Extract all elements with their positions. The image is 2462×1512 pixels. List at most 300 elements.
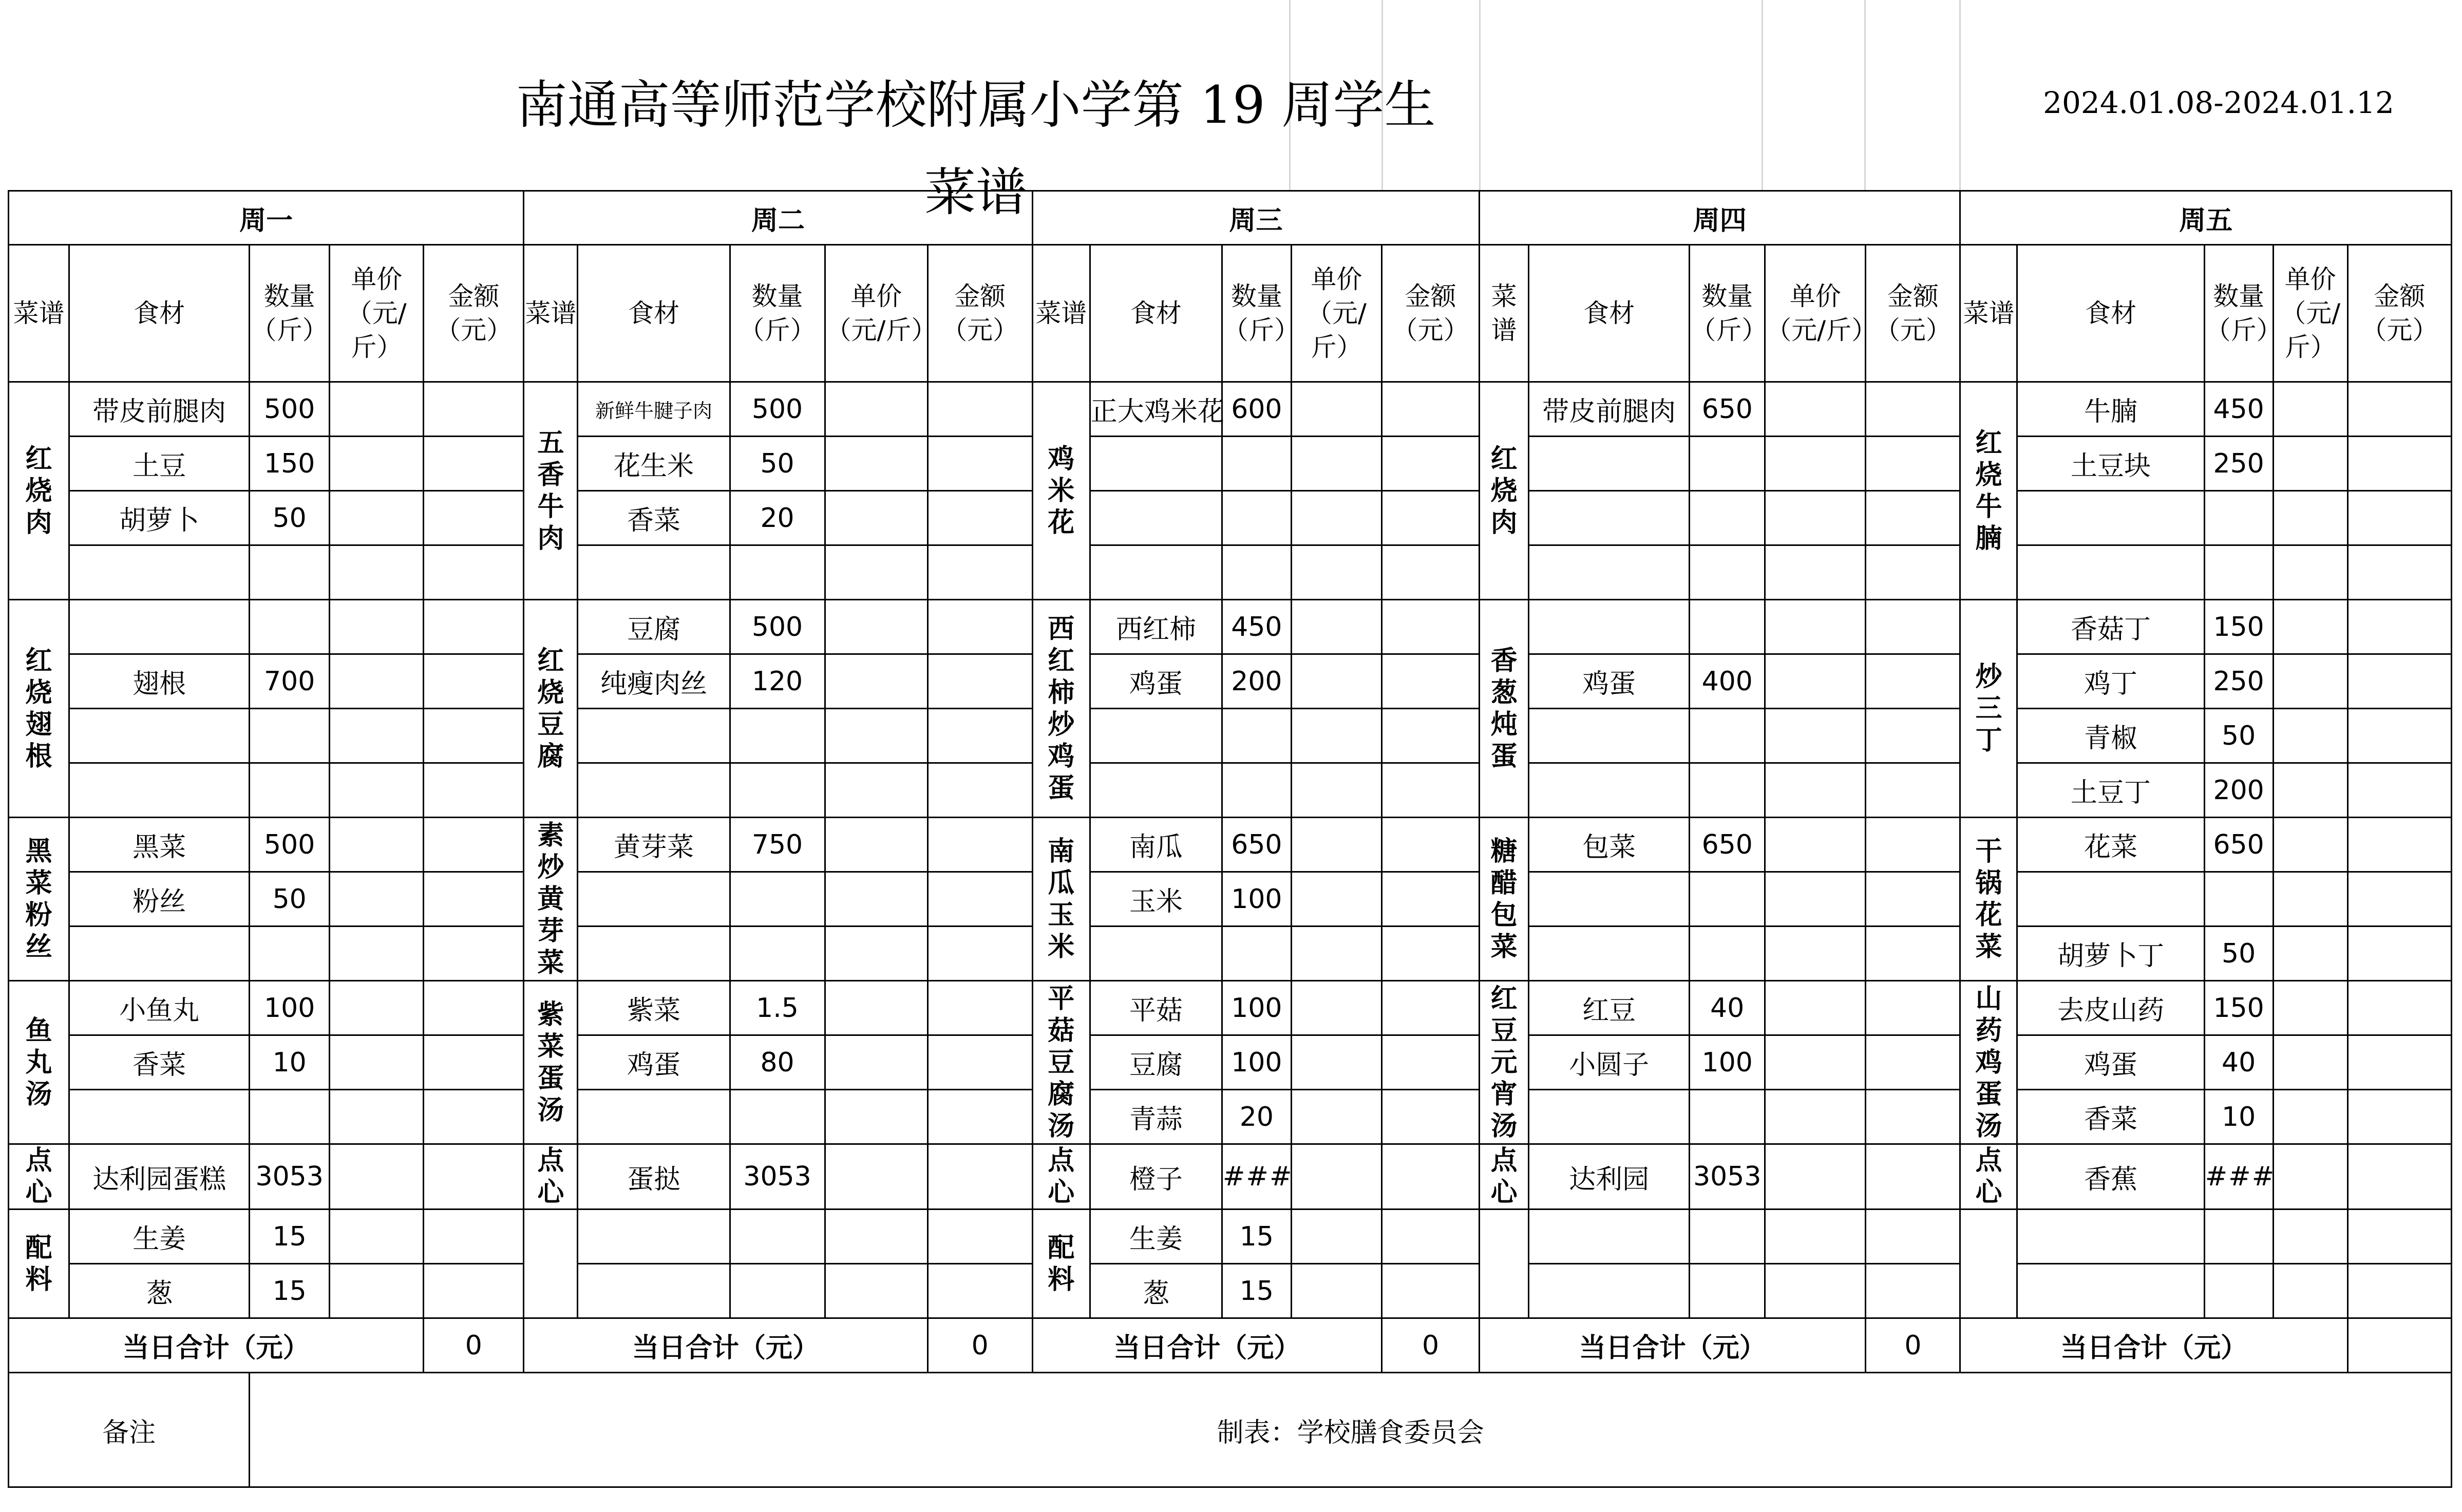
unit-price-cell [1291,818,1381,872]
ingredient-cell [1529,927,1690,981]
ingredient-cell: 香菇丁 [2017,600,2204,654]
ingredient-cell: 花菜 [2017,818,2204,872]
amount-cell [1866,600,1960,654]
quantity-cell: 15 [250,1264,330,1318]
col-header-quantity: 数量（斤） [250,245,330,382]
quantity-cell [730,872,825,927]
ingredient-cell [69,545,250,600]
dish-name-thu [1480,382,1529,600]
ingredient-cell: 花生米 [578,437,730,491]
quantity-cell [1690,1264,1765,1318]
amount-cell [424,818,524,872]
ingredient-cell [578,927,730,981]
ingredient-cell [2017,1209,2204,1264]
ingredient-cell [69,600,250,654]
ingredient-cell: 香菜 [578,491,730,545]
dish-name-mon [9,981,69,1144]
amount-cell [424,437,524,491]
unit-price-cell [1291,981,1381,1035]
amount-cell [1866,763,1960,818]
ingredient-cell [69,709,250,763]
quantity-cell [1690,491,1765,545]
amount-cell [1866,1144,1960,1209]
amount-cell [424,981,524,1035]
quantity-cell [730,927,825,981]
ingredient-cell: 黄芽菜 [578,818,730,872]
ingredient-cell [1529,1090,1690,1144]
ingredient-cell: 土豆丁 [2017,763,2204,818]
ingredient-cell [578,545,730,600]
amount-cell [424,382,524,437]
quantity-cell [250,545,330,600]
dish-name-text: 鱼丸汤 [25,1015,52,1110]
amount-cell [927,763,1032,818]
quantity-cell: 10 [2204,1090,2273,1144]
ingredient-cell [2017,545,2204,600]
unit-price-cell [1291,654,1381,709]
dish-name-text: 红豆元宵汤 [1490,983,1518,1142]
ingredient-cell [1529,709,1690,763]
unit-price-cell [330,709,424,763]
quantity-cell: ### [1222,1144,1291,1209]
quantity-cell: 50 [2204,927,2273,981]
amount-cell [1381,491,1479,545]
quantity-cell: 250 [2204,654,2273,709]
unit-price-cell [825,1144,927,1209]
quantity-cell [730,1209,825,1264]
col-header-ingredient: 食材 [578,245,730,382]
dish-name-tue [524,382,578,600]
page-title: 南通高等师范学校附属小学第 19 周学生菜谱 [516,75,1436,222]
dish-name-text: 红烧肉 [25,443,52,538]
unit-price-cell [330,437,424,491]
unit-price-cell [330,981,424,1035]
amount-cell [2347,1264,2451,1318]
ingredient-cell: 豆腐 [1090,1035,1222,1090]
amount-cell [2347,818,2451,872]
quantity-cell: 1.5 [730,981,825,1035]
ingredient-cell [1529,600,1690,654]
ingredient-cell: 橙子 [1090,1144,1222,1209]
amount-cell [424,1264,524,1318]
ingredient-cell: 土豆 [69,437,250,491]
amount-cell [1381,981,1479,1035]
ingredient-cell: 香菜 [2017,1090,2204,1144]
amount-cell [424,1035,524,1090]
ingredient-cell [1529,545,1690,600]
ingredient-cell: 粉丝 [69,872,250,927]
ingredient-cell [69,1090,250,1144]
quantity-cell [1690,927,1765,981]
ingredient-cell [1529,1264,1690,1318]
ingredient-cell: 葱 [69,1264,250,1318]
dish-name-mon [9,1144,69,1209]
ingredient-cell: 胡萝卜 [69,491,250,545]
unit-price-cell [825,491,927,545]
ingredient-cell: 紫菜 [578,981,730,1035]
daily-total-label-tue: 当日合计（元） [524,1318,927,1373]
daily-total-value-thu: 0 [1866,1318,1960,1373]
ingredient-cell [1529,437,1690,491]
col-header-amount: 金额（元） [927,245,1032,382]
quantity-cell: 500 [250,818,330,872]
ingredient-cell: 红豆 [1529,981,1690,1035]
dish-name-fri [1960,1209,2017,1318]
col-header-unit-price: 单价（元/斤） [1291,245,1381,382]
unit-price-cell [2273,818,2347,872]
ingredient-cell: 鸡蛋 [2017,1035,2204,1090]
unit-price-cell [330,1035,424,1090]
amount-cell [1381,600,1479,654]
unit-price-cell [1291,763,1381,818]
ingredient-cell: 鸡蛋 [1090,654,1222,709]
amount-cell [927,981,1032,1035]
amount-cell [1866,927,1960,981]
col-header-quantity: 数量（斤） [1222,245,1291,382]
unit-price-cell [330,927,424,981]
dish-name-text: 配料 [1048,1232,1075,1295]
dish-name-text: 素炒黄芽菜 [537,820,564,978]
quantity-cell: 750 [730,818,825,872]
quantity-cell: 700 [250,654,330,709]
unit-price-cell [2273,1264,2347,1318]
quantity-cell [730,763,825,818]
unit-price-cell [1291,545,1381,600]
unit-price-cell [330,545,424,600]
dish-name-text: 干锅花菜 [1975,836,2002,962]
amount-cell [424,545,524,600]
quantity-cell [730,1090,825,1144]
amount-cell [927,1264,1032,1318]
col-header-ingredient: 食材 [1529,245,1690,382]
quantity-cell [1690,1209,1765,1264]
ingredient-cell: 达利园蛋糕 [69,1144,250,1209]
ingredient-cell: 豆腐 [578,600,730,654]
dish-name-text: 紫菜蛋汤 [537,999,564,1126]
amount-cell [1866,654,1960,709]
dish-name-thu [1480,818,1529,981]
col-header-quantity: 数量（斤） [730,245,825,382]
amount-cell [424,491,524,545]
quantity-cell [2204,1209,2273,1264]
col-header-dish: 菜谱 [1032,245,1090,382]
dish-name-thu [1480,981,1529,1144]
ingredient-cell [578,1264,730,1318]
unit-price-cell [825,763,927,818]
col-header-amount: 金额（元） [424,245,524,382]
dish-name-text: 点心 [1490,1145,1518,1208]
quantity-cell [250,763,330,818]
unit-price-cell [2273,981,2347,1035]
quantity-cell: 100 [250,981,330,1035]
amount-cell [1866,437,1960,491]
ingredient-cell: 土豆块 [2017,437,2204,491]
amount-cell [927,600,1032,654]
quantity-cell: 100 [1222,1035,1291,1090]
amount-cell [1866,1035,1960,1090]
amount-cell [2347,600,2451,654]
unit-price-cell [2273,382,2347,437]
amount-cell [1381,437,1479,491]
amount-cell [927,872,1032,927]
dish-name-wed [1032,981,1090,1144]
dish-name-mon [9,818,69,981]
unit-price-cell [330,872,424,927]
quantity-cell: 500 [730,600,825,654]
unit-price-cell [825,1209,927,1264]
ingredient-cell [1090,491,1222,545]
amount-cell [2347,1090,2451,1144]
amount-cell [1866,872,1960,927]
quantity-cell: 50 [250,491,330,545]
ingredient-cell: 去皮山药 [2017,981,2204,1035]
quantity-cell: 650 [1222,818,1291,872]
ingredient-cell: 鸡蛋 [578,1035,730,1090]
ingredient-cell: 青椒 [2017,709,2204,763]
day-header-thu: 周四 [1480,191,1960,245]
col-header-ingredient: 食材 [2017,245,2204,382]
quantity-cell [1222,491,1291,545]
dish-name-wed [1032,818,1090,981]
dish-name-text: 平菇豆腐汤 [1048,983,1075,1142]
quantity-cell [1222,709,1291,763]
col-header-unit-price: 单价（元/斤） [330,245,424,382]
unit-price-cell [2273,1090,2347,1144]
ingredient-cell: 包菜 [1529,818,1690,872]
quantity-cell: 150 [2204,600,2273,654]
unit-price-cell [825,818,927,872]
amount-cell [2347,382,2451,437]
quantity-cell [250,709,330,763]
quantity-cell: 20 [1222,1090,1291,1144]
dish-name-text: 配料 [25,1232,52,1295]
unit-price-cell [1765,382,1866,437]
daily-total-label-fri: 当日合计（元） [1960,1318,2347,1373]
ingredient-cell [578,709,730,763]
dish-name-tue [524,1144,578,1209]
amount-cell [424,927,524,981]
amount-cell [927,927,1032,981]
unit-price-cell [1291,600,1381,654]
ingredient-cell [1529,1209,1690,1264]
amount-cell [1866,491,1960,545]
dish-name-tue [524,1209,578,1318]
ingredient-cell [1090,437,1222,491]
quantity-cell: 20 [730,491,825,545]
amount-cell [2347,927,2451,981]
dish-name-text: 红烧牛腩 [1975,427,2002,554]
amount-cell [1381,763,1479,818]
dish-name-fri [1960,981,2017,1144]
ingredient-cell: 达利园 [1529,1144,1690,1209]
dish-name-fri [1960,818,2017,981]
quantity-cell: 500 [250,382,330,437]
amount-cell [1381,545,1479,600]
unit-price-cell [825,437,927,491]
quantity-cell: ### [2204,1144,2273,1209]
col-header-amount: 金额（元） [1381,245,1479,382]
unit-price-cell [1765,763,1866,818]
dish-name-thu [1480,1209,1529,1318]
amount-cell [1866,981,1960,1035]
amount-cell [1381,709,1479,763]
unit-price-cell [2273,491,2347,545]
amount-cell [927,654,1032,709]
ingredient-cell: 生姜 [1090,1209,1222,1264]
ingredient-cell: 翅根 [69,654,250,709]
unit-price-cell [1291,491,1381,545]
unit-price-cell [2273,872,2347,927]
unit-price-cell [825,981,927,1035]
unit-price-cell [825,1264,927,1318]
unit-price-cell [1765,709,1866,763]
dish-name-text: 山药鸡蛋汤 [1975,983,2002,1142]
dish-name-text: 点心 [25,1145,52,1208]
unit-price-cell [1765,600,1866,654]
amount-cell [927,491,1032,545]
quantity-cell [1690,763,1765,818]
col-header-dish: 菜谱 [524,245,578,382]
quantity-cell [2204,545,2273,600]
amount-cell [927,1144,1032,1209]
ingredient-cell [69,763,250,818]
amount-cell [1381,1144,1479,1209]
unit-price-cell [1291,927,1381,981]
unit-price-cell [2273,545,2347,600]
quantity-cell [1222,437,1291,491]
amount-cell [927,545,1032,600]
dish-name-fri [1960,600,2017,818]
dish-name-fri [1960,382,2017,600]
unit-price-cell [825,382,927,437]
quantity-cell [1222,545,1291,600]
amount-cell [1381,382,1479,437]
quantity-cell: 150 [250,437,330,491]
remarks-label: 备注 [9,1373,250,1487]
quantity-cell [1690,709,1765,763]
dish-name-thu [1480,600,1529,818]
dish-name-wed [1032,1209,1090,1318]
amount-cell [927,709,1032,763]
dish-name-tue [524,981,578,1144]
amount-cell [1381,1035,1479,1090]
amount-cell [1381,654,1479,709]
unit-price-cell [1765,437,1866,491]
amount-cell [1866,1090,1960,1144]
dish-name-fri [1960,1144,2017,1209]
ingredient-cell [2017,1264,2204,1318]
quantity-cell: 80 [730,1035,825,1090]
quantity-cell: 10 [250,1035,330,1090]
unit-price-cell [2273,1035,2347,1090]
day-header-wed: 周三 [1032,191,1479,245]
unit-price-cell [1765,1035,1866,1090]
ingredient-cell [69,927,250,981]
amount-cell [424,1209,524,1264]
quantity-cell [1222,927,1291,981]
unit-price-cell [1765,1090,1866,1144]
amount-cell [1381,1264,1479,1318]
made-by-note: 制表：学校膳食委员会 [250,1373,2452,1487]
daily-total-value-wed: 0 [1381,1318,1479,1373]
dish-name-text: 西红柿炒鸡蛋 [1048,613,1075,804]
unit-price-cell [825,654,927,709]
ingredient-cell: 带皮前腿肉 [69,382,250,437]
quantity-cell [1222,763,1291,818]
amount-cell [2347,437,2451,491]
quantity-cell: 200 [2204,763,2273,818]
quantity-cell [730,709,825,763]
date-range: 2024.01.08-2024.01.12 [2043,85,2394,120]
unit-price-cell [1765,1144,1866,1209]
unit-price-cell [1765,927,1866,981]
quantity-cell [1690,437,1765,491]
quantity-cell [1690,1090,1765,1144]
unit-price-cell [2273,654,2347,709]
unit-price-cell [2273,763,2347,818]
dish-name-text: 点心 [1048,1145,1075,1208]
ingredient-cell [1529,491,1690,545]
quantity-cell [730,1264,825,1318]
col-header-quantity: 数量（斤） [1690,245,1765,382]
dish-name-text: 点心 [1975,1145,2002,1208]
unit-price-cell [825,709,927,763]
ingredient-cell: 生姜 [69,1209,250,1264]
dish-name-wed [1032,1144,1090,1209]
ingredient-cell: 纯瘦肉丝 [578,654,730,709]
quantity-cell: 15 [1222,1209,1291,1264]
unit-price-cell [330,1090,424,1144]
amount-cell [424,763,524,818]
ingredient-cell: 新鲜牛腱子肉 [578,382,730,437]
quantity-cell: 650 [1690,382,1765,437]
unit-price-cell [1765,818,1866,872]
unit-price-cell [330,654,424,709]
unit-price-cell [825,1090,927,1144]
amount-cell [927,1035,1032,1090]
quantity-cell: 250 [2204,437,2273,491]
daily-total-value-fri [2347,1318,2451,1373]
amount-cell [1866,382,1960,437]
quantity-cell: 400 [1690,654,1765,709]
quantity-cell [1690,545,1765,600]
dish-name-tue [524,818,578,981]
ingredient-cell: 小鱼丸 [69,981,250,1035]
unit-price-cell [330,382,424,437]
dish-name-text: 红烧翅根 [25,645,52,772]
ingredient-cell [1529,872,1690,927]
unit-price-cell [825,545,927,600]
quantity-cell: 650 [2204,818,2273,872]
quantity-cell [250,1090,330,1144]
amount-cell [1381,872,1479,927]
unit-price-cell [330,491,424,545]
amount-cell [1381,1090,1479,1144]
ingredient-cell [2017,491,2204,545]
quantity-cell: 500 [730,382,825,437]
ingredient-cell [578,1209,730,1264]
amount-cell [2347,1209,2451,1264]
quantity-cell: 100 [1690,1035,1765,1090]
ingredient-cell [578,1090,730,1144]
col-header-unit-price: 单价（元/斤） [825,245,927,382]
daily-total-value-mon: 0 [424,1318,524,1373]
amount-cell [424,600,524,654]
col-header-unit-price: 单价（元/斤） [2273,245,2347,382]
unit-price-cell [1765,981,1866,1035]
daily-total-label-thu: 当日合计（元） [1480,1318,1866,1373]
dish-name-wed [1032,382,1090,600]
